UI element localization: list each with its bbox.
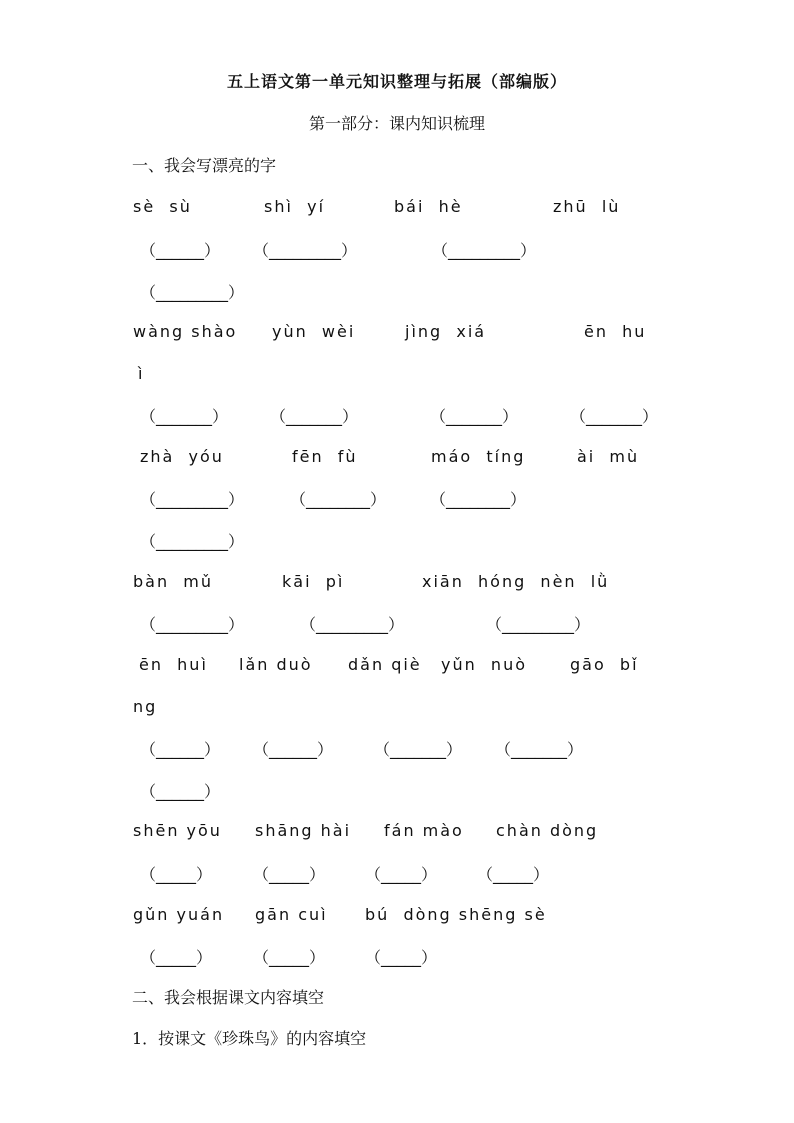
pinyin-word: fán mào <box>384 821 464 840</box>
pinyin-word: ēn huì <box>139 655 208 674</box>
pinyin-word: máo tíng <box>431 447 526 466</box>
answer-blank[interactable]: （_________） <box>300 615 405 634</box>
pinyin-word: shēn yōu <box>133 821 222 840</box>
answer-blank[interactable]: （_________） <box>140 615 245 634</box>
answer-blank[interactable]: （________） <box>430 490 527 509</box>
item-one-heading: 1．按课文《珍珠鸟》的内容填空 <box>132 1029 367 1048</box>
pinyin-word: ài mù <box>577 447 640 466</box>
answer-blank[interactable]: （_________） <box>140 490 245 509</box>
part-subtitle: 第一部分：课内知识梳理 <box>308 114 485 133</box>
answer-blank[interactable]: （_______） <box>430 407 519 426</box>
answer-blank[interactable]: （_______） <box>374 740 463 759</box>
answer-blank[interactable]: （_______） <box>570 407 659 426</box>
answer-blank[interactable]: （_________） <box>253 241 358 260</box>
answer-blank[interactable]: （________） <box>290 490 387 509</box>
pinyin-word: dǎn qiè <box>348 655 422 674</box>
answer-blank[interactable]: （_____） <box>140 865 213 884</box>
answer-blank[interactable]: （_____） <box>140 948 213 967</box>
answer-blank[interactable]: （_________） <box>140 283 245 302</box>
pinyin-word: zhà yóu <box>140 447 224 466</box>
document-title: 五上语文第一单元知识整理与拓展（部编版） <box>226 72 567 91</box>
pinyin-word: shāng hài <box>255 821 352 840</box>
answer-blank[interactable]: （_____） <box>253 948 326 967</box>
pinyin-word: gāo bǐ <box>570 655 639 674</box>
pinyin-word: chàn dòng <box>496 821 599 840</box>
pinyin-word: xiān hóng nèn lǜ <box>422 572 610 591</box>
answer-blank[interactable]: （_____） <box>477 865 550 884</box>
answer-blank[interactable]: （______） <box>140 241 221 260</box>
pinyin-word: wàng shào <box>133 322 238 341</box>
answer-blank[interactable]: （_________） <box>486 615 591 634</box>
pinyin-word: ēn hu <box>584 322 647 341</box>
answer-blank[interactable]: （______） <box>140 782 221 801</box>
section-one-heading: 一、我会写漂亮的字 <box>132 156 277 175</box>
answer-blank[interactable]: （_________） <box>432 241 537 260</box>
pinyin-word: jìng xiá <box>405 322 487 341</box>
pinyin-word: gǔn yuán <box>133 905 225 924</box>
answer-blank[interactable]: （______） <box>253 740 334 759</box>
pinyin-word: yǔn nuò <box>441 655 527 674</box>
pinyin-word: bái hè <box>394 197 463 216</box>
pinyin-word: ì <box>138 364 145 383</box>
answer-blank[interactable]: （_________） <box>140 532 245 551</box>
pinyin-word: fēn fù <box>292 447 358 466</box>
answer-blank[interactable]: （_______） <box>495 740 584 759</box>
pinyin-word: yùn wèi <box>272 322 356 341</box>
pinyin-word: zhū lù <box>553 197 621 216</box>
pinyin-word: bàn mǔ <box>133 572 213 591</box>
section-two-heading: 二、我会根据课文内容填空 <box>132 988 325 1007</box>
answer-blank[interactable]: （______） <box>140 740 221 759</box>
pinyin-word: gān cuì <box>255 905 328 924</box>
pinyin-word: ng <box>133 697 158 716</box>
pinyin-word: kāi pì <box>282 572 345 591</box>
pinyin-word: sè sù <box>133 197 192 216</box>
pinyin-word: lǎn duò <box>239 655 313 674</box>
pinyin-word: shì yí <box>264 197 326 216</box>
answer-blank[interactable]: （_______） <box>140 407 229 426</box>
pinyin-word: bú dòng shēng sè <box>365 905 547 924</box>
answer-blank[interactable]: （_____） <box>253 865 326 884</box>
answer-blank[interactable]: （_______） <box>270 407 359 426</box>
answer-blank[interactable]: （_____） <box>365 948 438 967</box>
answer-blank[interactable]: （_____） <box>365 865 438 884</box>
